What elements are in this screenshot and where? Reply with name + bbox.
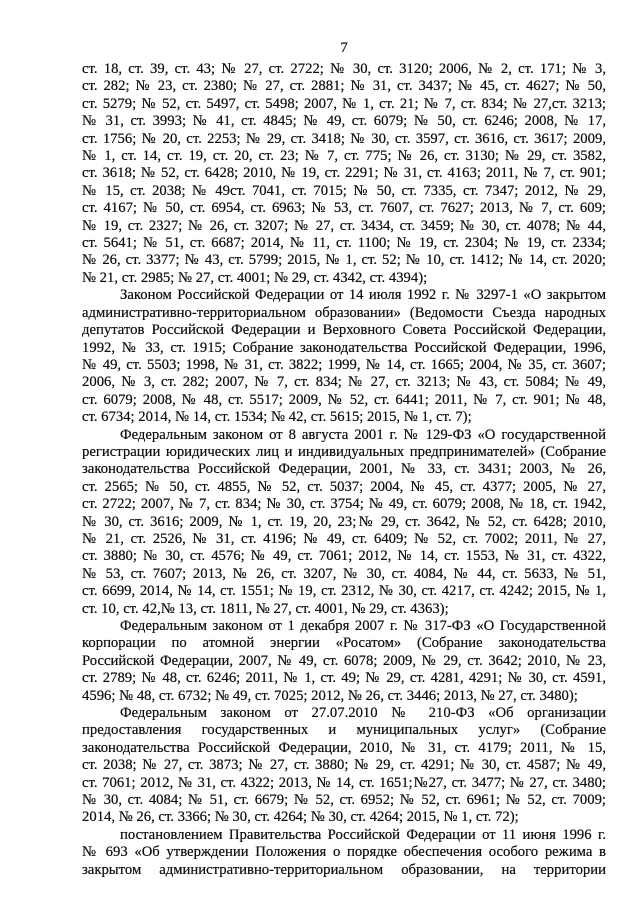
paragraph-law-registration [82,427,606,618]
text-line: ст. 3618; № 52, ст. 6428; 2010, № 19, ст. 2291; № 31, ст. 4163; 2011, № 7, ст. 901; [82,165,606,182]
text-line: ст. 2565; № 50, ст. 4855, № 52, ст. 5037; 2004, № 45, ст. 4377; 2005, № 27, [82,478,606,495]
text-line: постановлением Правительства Российской Федерации от 11 июня 1996 г. [120,826,606,843]
text-line: ст. 6079; 2008, № 48, ст. 5517; 2009, № 52, ст. 6441; 2011, № 7, ст. 901; № 48, [82,391,606,408]
text-line: ст. 2722; 2007, № 7, ст. 834; № 30, ст. 3754; № 49, ст. 6079; 2008, № 18, ст. 1942, [82,496,606,513]
text-line: Российской Федерации, 2007, № 49, ст. 6078; 2009, № 29, ст. 3642; 2010, № 23, [82,652,606,669]
text-line: ст. 282; № 23, ст. 2380; № 27, ст. 2881; № 31, ст. 3437; № 45, ст. 4627; № 50, [82,78,606,95]
text-line: ст. 2038; № 27, ст. 3873; № 27, ст. 3880; № 29, ст. 4291; № 30, ст. 4587; № 49, [82,757,606,774]
text-line: депутатов Российской Федерации и Верховного Совета Российской Федерации, [82,322,606,339]
text-line: ст. 7061; 2012, № 31, ст. 4322; 2013, № 14, ст. 1651;№27, ст. 3477; № 27, ст. 3480; [82,774,606,791]
text-line: ст. 10, ст. 42,№ 13, ст. 1811, № 27, ст. 4001, № 29, ст. 4363); [82,600,449,617]
text-line: № 1, ст. 14, ст. 19, ст. 20, ст. 23; № 7, ст. 775; № 26, ст. 3130; № 29, ст. 3582, [82,148,606,165]
text-line: 1992, № 33, ст. 1915; Собрание законодательства Российской Федерации, 1996, [82,339,606,356]
text-line: ст. 18, ст. 39, ст. 43; № 27, ст. 2722; № 30, ст. 3120; 2006, № 2, ст. 171; № 3, [82,61,606,77]
text-line: законодательства Российской Федерации, 2010, № 31, ст. 4179; 2011, № 15, [82,739,606,756]
text-line: № 21, ст. 2985; № 27, ст. 4001; № 29, ст. 4342, ст. 4394); [82,269,428,286]
text-line: предоставления государственных и муниципальных услуг» (Собрание [82,722,606,739]
text-line: ст. 5279; № 52, ст. 5497, ст. 5498; 2007, № 1, ст. 21; № 7, ст. 834; № 27,ст. 3213; [82,95,606,112]
text-line: ст. 6699, 2014, № 14, ст. 1551; № 19, ст. 2312, № 30, ст. 4217, ст. 4242; 2015, № 1, [82,583,606,600]
paragraph-law-rosatom [82,618,606,705]
text-line: № 693 «Об утверждении Положения о порядке обеспечения особого режима в [82,844,606,861]
text-line: ст. 4167; № 50, ст. 6954, ст. 6963; № 53, ст. 7607, ст. 7627; 2013, № 7, ст. 609; [82,200,606,217]
text-line: № 26, ст. 3377; № 43, ст. 5799; 2015, № 1, ст. 52; № 10, ст. 1412; № 14, ст. 2020; [82,252,606,269]
text-line: № 30, ст. 3616; 2009, № 1, ст. 19, 20, 23;№ 29, ст. 3642, № 52, ст. 6428; 2010, [82,513,606,530]
text-line: закрытом административно-территориальном образовании, на территории [82,861,606,878]
paragraph-continuation [82,61,606,287]
paragraph-law-public-services [82,705,606,827]
text-line: административно-территориальном образовании» (Ведомости Съезда народных [82,304,606,321]
paragraph-law-zato [82,287,606,426]
text-line: № 21, ст. 2526, № 31, ст. 4196; № 49, ст. 6409; № 52, ст. 7002; 2011, № 27, [82,530,606,547]
text-line: регистрации юридических лиц и индивидуальных предпринимателей» (Собрание [82,443,606,460]
text-line: ст. 6734; 2014, № 14, ст. 1534; № 42, ст. 5615; 2015, № 1, ст. 7); [82,409,472,426]
text-line: Федеральным законом от 27.07.2010 № 210-ФЗ «Об организации [120,705,606,722]
text-line: законодательства Российской Федерации, 2001, № 33, ст. 3431; 2003, № 26, [82,461,606,478]
text-line: № 49, ст. 5503; 1998, № 31, ст. 3822; 1999, № 14, ст. 1665; 2004, № 35, ст. 3607; [82,356,606,373]
text-line: Федеральным законом от 8 августа 2001 г. № 129-ФЗ «О государственной [120,426,606,443]
text-line: ст. 2789; № 48, ст. 6246; 2011, № 1, ст. 49; № 29, ст. 4281, 4291; № 30, ст. 4591, [82,670,606,687]
text-line: 2006, № 3, ст. 282; 2007, № 7, ст. 834; № 27, ст. 3213; № 43, ст. 5084; № 49, [82,374,606,391]
text-line: ст. 5641; № 51, ст. 6687; 2014, № 11, ст. 1100; № 19, ст. 2304; № 19, ст. 2334; [82,235,606,252]
text-line: Федеральным законом от 1 декабря 2007 г. № 317-ФЗ «О Государственной [120,618,606,634]
page-number: 7 [340,40,348,56]
text-line: ст. 1756; № 20, ст. 2253; № 29, ст. 3418; № 30, ст. 3597, ст. 3616, ст. 3617; 2009, [82,130,606,147]
text-line: Законом Российской Федерации от 14 июля 1992 г. № 3297-1 «О закрытом [120,287,606,304]
paragraph-government-decree [82,827,606,879]
text-line: 4596; № 48, ст. 6732; № 49, ст. 7025; 2012, № 26, ст. 3446; 2013, № 27, ст. 3480); [82,687,578,704]
body-text [82,61,606,879]
text-line: ст. 3880; № 30, ст. 4576; № 49, ст. 7061; 2012, № 14, ст. 1553, № 31, ст. 4322, [82,548,606,565]
text-line: № 31, ст. 3993; № 41, ст. 4845; № 49, ст. 6079; № 50, ст. 6246; 2008, № 17, [82,113,606,130]
text-line: № 53, ст. 7607; 2013, № 26, ст. 3207, № 30, ст. 4084, № 44, ст. 5633, № 51, [82,565,606,582]
text-line: № 30, ст. 4084; № 51, ст. 6679; № 52, ст. 6952; № 52, ст. 6961; № 52, ст. 7009; [82,792,606,809]
text-line: № 15, ст. 2038; № 49ст. 7041, ст. 7015; № 50, ст. 7335, ст. 7347; 2012, № 29, [82,182,606,199]
text-line: корпорации по атомной энергии «Росатом» (Собрание законодательства [82,635,606,652]
text-line: № 19, ст. 2327; № 26, ст. 3207; № 27, ст. 3434, ст. 3459; № 30, ст. 4078; № 44, [82,217,606,234]
text-line: 2014, № 26, ст. 3366; № 30, ст. 4264; № 30, ст. 4264; 2015, № 1, ст. 72); [82,809,519,826]
